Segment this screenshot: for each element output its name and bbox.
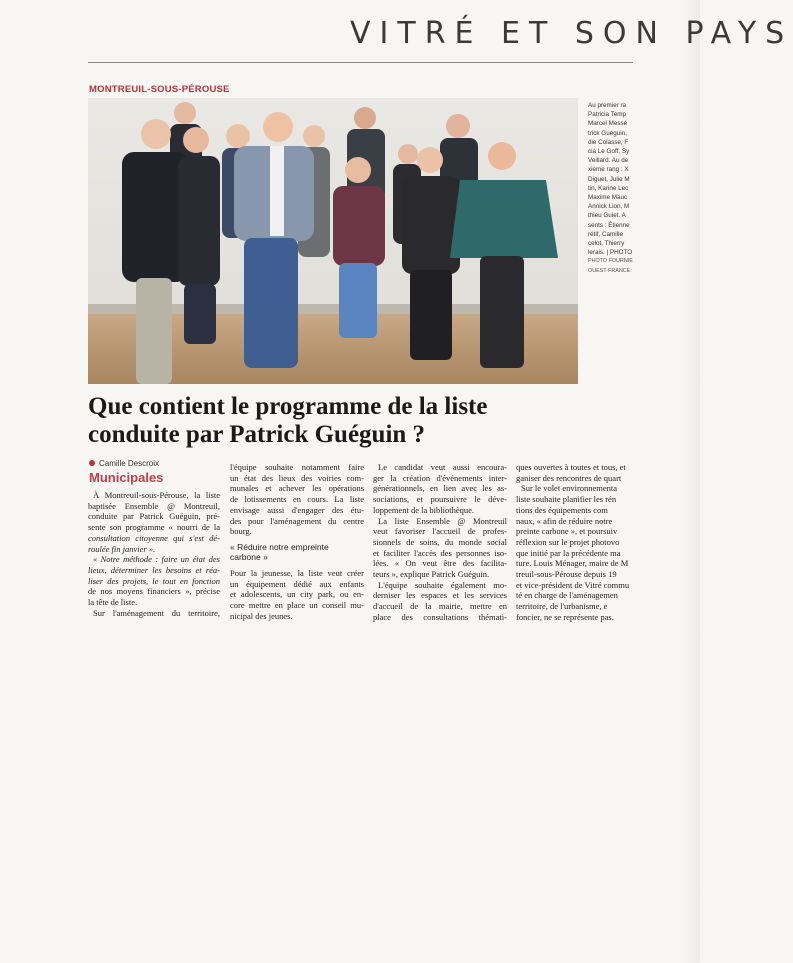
text-line: de lotissements en cours. La liste	[230, 494, 364, 505]
text-line: que initié par la précédente ma	[516, 547, 621, 558]
masthead-text: VITRÉ ET SON PAYS	[350, 16, 793, 51]
text-line: derniser les espaces et les services	[373, 590, 507, 601]
header-rule	[88, 62, 633, 63]
text-line: bourg.	[230, 526, 252, 537]
caption-credit: OUEST-FRANCE	[588, 267, 631, 274]
intertitle-line: carbone »	[230, 552, 268, 563]
text-line: un état des lieux des voiries com-	[230, 472, 364, 483]
text-line: l'équipe souhaite notamment faire	[230, 462, 364, 472]
text-line: nicipal des jeunes.	[230, 610, 293, 621]
intertitle-line: « Réduire notre empreinte	[230, 541, 329, 552]
text-line: et faciliter l'accès des personnes iso-	[373, 547, 507, 558]
group-photo	[88, 98, 578, 384]
caption-line: xième rang : X	[588, 166, 629, 174]
text-line: foncier, ne se représente pas.	[516, 611, 614, 622]
text-line: lieux, déterminer les besoins et réa-	[88, 564, 220, 575]
text-line: té en charge de l'aménagemen	[516, 590, 618, 601]
text-line: sociations, et poursuivre le déve-	[373, 494, 507, 505]
text-line: tions des équipements com	[516, 504, 608, 515]
text-line: lées. « On veut être des facilita-	[373, 558, 507, 569]
article-column-4	[516, 462, 634, 623]
text-line: L'équipe souhaite également mo-	[378, 579, 507, 590]
byline-dot-icon	[89, 460, 95, 466]
text-line: teurs », explique Patrick Guéguin.	[373, 569, 490, 580]
caption-line: Marcel Messé	[588, 120, 628, 128]
text-line: Le candidat veut aussi encoura-	[378, 462, 507, 472]
text-line: munales et achever les opérations	[230, 483, 364, 494]
text-line: sionnels de soins, du monde social	[373, 536, 507, 547]
text-line: la tête de liste.	[88, 597, 138, 608]
text-line: ganiser des rencontres de quart	[516, 472, 622, 483]
text-line: liste souhaite planifier les rén	[516, 494, 617, 505]
article-column-3	[373, 462, 507, 623]
caption-line: Patricia Temp	[588, 111, 627, 119]
text-line: liser des projets, le tout en fonction	[88, 575, 220, 586]
text-line: réflexion sur le projet photovo	[516, 536, 620, 547]
text-line: naux, « afin de réduire notre	[516, 515, 613, 526]
location-kicker: MONTREUIL-SOUS-PÉROUSE	[89, 84, 230, 95]
text-line: loppement de la bibliothèque.	[373, 504, 475, 515]
text-line: consultation citoyenne qui s'est dé-	[88, 532, 220, 543]
text-line: À Montreuil-sous-Pérouse, la liste	[93, 490, 220, 500]
caption-line: thieu Guiet. A	[588, 212, 626, 220]
text-line: core mettre en place un conseil mu-	[230, 600, 364, 611]
group-photo-illustration	[88, 98, 578, 384]
text-line: roulée fin janvier ».	[88, 543, 156, 554]
article-headline	[88, 393, 588, 449]
text-line: Sur le volet environnementa	[521, 483, 618, 494]
caption-line: sents : Étienne	[588, 221, 630, 229]
text-line: place des consultations thémati-	[373, 611, 507, 622]
caption-line: trick Guéguin,	[588, 129, 627, 137]
article-column-1	[88, 490, 220, 618]
caption-line: rétif, Camille	[588, 230, 623, 238]
text-line: baptisée Ensemble @ Montreuil,	[88, 500, 220, 511]
text-line: et adolescents, un city park, ou en-	[230, 589, 364, 600]
caption-line: lerais. | PHOTO	[588, 249, 633, 257]
caption-line: Veillard. Au de	[588, 157, 629, 165]
text-line: générationnels, en lien avec les as-	[373, 483, 507, 494]
text-line: territoire, de l'urbanisme, e	[516, 601, 608, 612]
caption-line: Au premier ra	[588, 102, 627, 109]
text-line: Sur l'aménagement du territoire,	[93, 607, 220, 618]
text-line: veut favoriser l'accueil de profes-	[373, 526, 507, 537]
text-line: La liste Ensemble @ Montreuil	[378, 515, 507, 526]
author-byline	[89, 459, 159, 468]
text-line: preinte carbone », et poursuiv	[516, 526, 618, 537]
article-column-2	[230, 462, 364, 621]
caption-line: Diguet, Julie M	[588, 175, 630, 183]
text-line: ques ouvertes à toutes et tous, et	[516, 462, 626, 472]
caption-line: Annick Lion, M	[588, 203, 630, 211]
photo-caption	[588, 101, 634, 286]
headline-line-1: Que contient le programme de la liste	[88, 393, 488, 420]
text-line: d'accueil de la mairie, mettre en	[373, 601, 507, 612]
author-name: Camille Descroix	[99, 459, 160, 468]
caption-line: cia Le Goff, Sy	[588, 148, 630, 156]
caption-line: tin, Karine Lec	[588, 184, 629, 192]
text-line: sente son programme « nourri de la	[88, 522, 220, 533]
text-line: des pour l'aménagement du centre	[230, 515, 364, 526]
caption-line: die Colasse, F	[588, 138, 629, 146]
text-line: Pour la jeunesse, la liste veut créer	[230, 567, 364, 578]
caption-line: Maxime Mauc	[588, 194, 628, 202]
headline-line-2: conduite par Patrick Guéguin ?	[88, 421, 426, 448]
newspaper-masthead	[350, 16, 793, 54]
text-line: ture. Louis Ménager, maire de M	[516, 558, 629, 569]
section-rubric: Municipales	[89, 470, 164, 485]
text-line: de nos moyens financiers », précise	[88, 586, 220, 597]
text-line: un équipement dédié aux enfants	[230, 578, 364, 589]
text-line: et vice-président de Vitré commu	[516, 579, 630, 590]
text-line: « Notre méthode : faire un état des	[93, 554, 220, 565]
text-line: conduite par Patrick Guéguin, pré-	[88, 511, 220, 522]
scan-edge-shadow	[682, 0, 700, 963]
caption-credit: PHOTO FOURNIE	[588, 258, 633, 265]
text-line: treuil-sous-Pérouse depuis 19	[516, 569, 617, 580]
text-line: envisage aussi d'engager des étu-	[230, 504, 364, 515]
text-line: ger la création d'événements inter-	[373, 472, 507, 483]
caption-line: celot, Thierry	[588, 240, 625, 248]
